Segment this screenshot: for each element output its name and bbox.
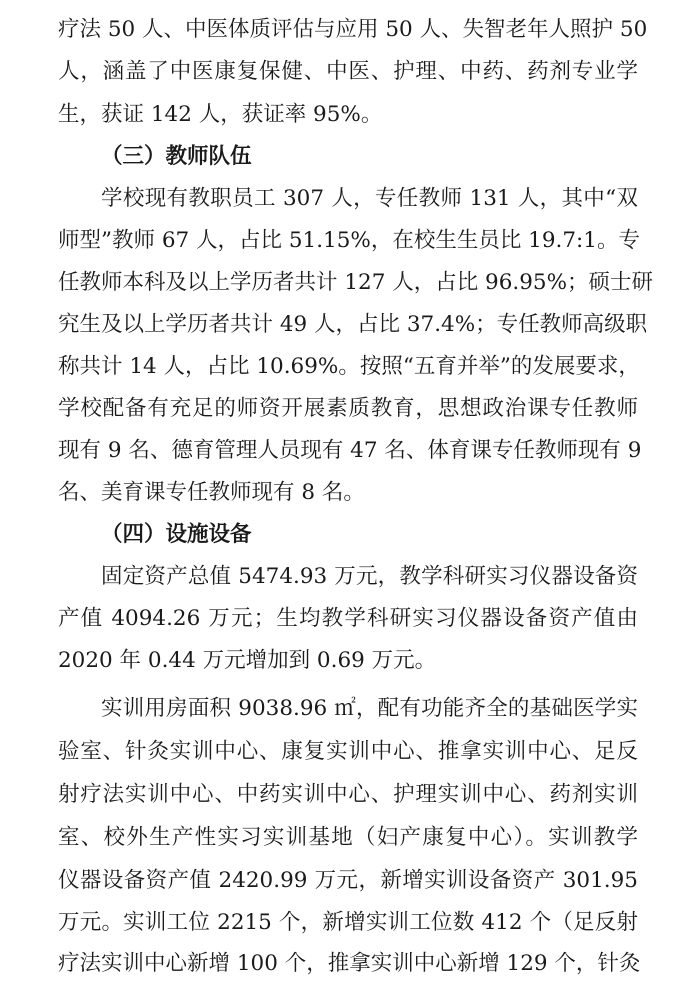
text-line: 验室、针灸实训中心、康复实训中心、推拿实训中心、足反 — [58, 739, 638, 764]
text-line: 名、美育课专任教师现有 8 名。 — [58, 480, 365, 505]
text-line: 究生及以上学历者共计 49 人，占比 37.4%；专任教师高级职 — [58, 312, 648, 337]
text-line: 学校配备有充足的师资开展素质教育，思想政治课专任教师 — [58, 396, 638, 421]
text-line: 固定资产总值 5474.93 万元，教学科研实习仪器设备资 — [101, 564, 638, 589]
text-line: 万元。实训工位 2215 个，新增实训工位数 412 个（足反射 — [58, 910, 638, 935]
text-line: 仪器设备资产值 2420.99 万元，新增实训设备资产 301.95 — [58, 868, 638, 893]
text-line: 现有 9 名、德育管理人员现有 47 名、体育课专任教师现有 9 — [58, 438, 642, 463]
text-line: 产值 4094.26 万元；生均教学科研实习仪器设备资产值由 — [58, 606, 638, 631]
text-line: 实训用房面积 9038.96 ㎡，配有功能齐全的基础医学实 — [101, 696, 638, 721]
text-line: 疗法 50 人、中医体质评估与应用 50 人、失智老年人照护 50 — [58, 17, 648, 42]
text-line: 任教师本科及以上学历者共计 127 人，占比 96.95%；硕士研 — [58, 270, 654, 295]
text-line: 生，获证 142 人，获证率 95%。 — [58, 102, 383, 127]
text-line: 师型”教师 67 人，占比 51.15%，在校生生员比 19.7:1。专 — [58, 228, 640, 253]
text-line: 学校现有教职员工 307 人，专任教师 131 人，其中“双 — [101, 186, 638, 211]
text-line: 称共计 14 人，占比 10.69%。按照“五育并举”的发展要求， — [58, 354, 640, 379]
text-line: 疗法实训中心新增 100 个，推拿实训中心新增 129 个，针灸 — [58, 951, 641, 976]
text-line: 2020 年 0.44 万元增加到 0.69 万元。 — [58, 648, 437, 673]
section-heading-facilities: （四）设施设备 — [101, 522, 252, 547]
text-line: 人，涵盖了中医康复保健、中医、护理、中药、药剂专业学 — [58, 59, 638, 84]
text-line: 室、校外生产性实习实训基地（妇产康复中心）。实训教学 — [58, 825, 638, 850]
section-heading-teachers: （三）教师队伍 — [101, 144, 252, 169]
text-line: 射疗法实训中心、中药实训中心、护理实训中心、药剂实训 — [58, 782, 638, 807]
